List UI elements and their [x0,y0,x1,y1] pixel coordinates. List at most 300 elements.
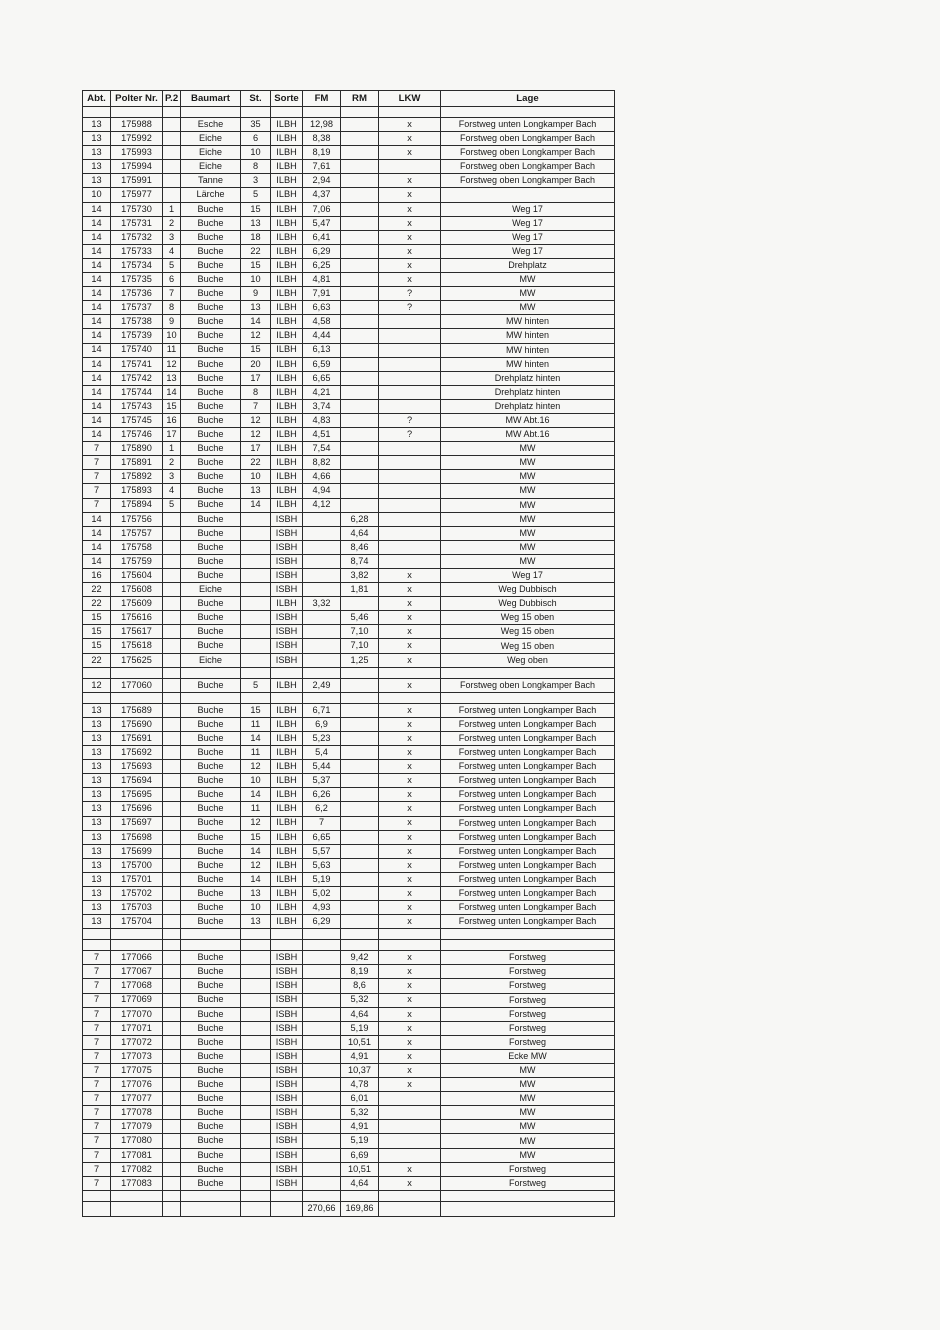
cell-sorte: ILBH [271,872,303,886]
cell-polter: 175618 [111,639,163,653]
cell-lage: Forstweg oben Longkamper Bach [441,146,615,160]
cell-baumart: Buche [181,202,241,216]
cell-lage: Weg 15 oben [441,639,615,653]
cell-polter: 175759 [111,554,163,568]
cell-fm [303,1035,341,1049]
header-lage: Lage [441,91,615,107]
cell-abt: 7 [83,1176,111,1190]
cell-sorte: ISBH [271,951,303,965]
table-row [83,442,615,456]
table-row [83,915,615,929]
cell-p2: 8 [163,301,181,315]
cell-lage: Forstweg unten Longkamper Bach [441,788,615,802]
cell-abt: 13 [83,132,111,146]
cell-lkw [379,1120,441,1134]
cell-abt: 15 [83,625,111,639]
cell-sorte: ILBH [271,132,303,146]
cell-sorte: ILBH [271,597,303,611]
cell-lkw: x [379,188,441,202]
cell-p2 [163,526,181,540]
cell-fm: 2,49 [303,678,341,692]
cell-abt: 13 [83,802,111,816]
cell-sorte: ISBH [271,1120,303,1134]
cell-rm [341,901,379,915]
cell-p2 [163,653,181,667]
cell-p2: 6 [163,273,181,287]
cell-abt: 13 [83,118,111,132]
cell-lage: Forstweg unten Longkamper Bach [441,118,615,132]
cell-abt: 13 [83,788,111,802]
table-row [83,788,615,802]
cell-sorte: ISBH [271,1092,303,1106]
cell-p2 [163,540,181,554]
cell-lkw [379,371,441,385]
cell-rm: 7,10 [341,639,379,653]
cell-st: 17 [241,442,271,456]
cell-st [241,554,271,568]
cell-rm [341,160,379,174]
cell-st: 15 [241,258,271,272]
cell-polter: 177072 [111,1035,163,1049]
cell-p2 [163,1120,181,1134]
cell-sorte: ILBH [271,788,303,802]
cell-st: 22 [241,244,271,258]
table-row [83,951,615,965]
cell-st: 7 [241,399,271,413]
cell-st [241,1064,271,1078]
cell-st: 15 [241,202,271,216]
cell-lage: Forstweg [441,965,615,979]
cell-rm: 7,10 [341,625,379,639]
cell-p2: 3 [163,470,181,484]
cell-st [241,1092,271,1106]
cell-baumart: Buche [181,951,241,965]
header-row [83,91,615,107]
cell-lage: Forstweg unten Longkamper Bach [441,872,615,886]
cell-sorte: ISBH [271,1106,303,1120]
cell-st: 3 [241,174,271,188]
cell-baumart: Buche [181,1007,241,1021]
cell-rm [341,872,379,886]
cell-sorte: ILBH [271,202,303,216]
table-row [83,872,615,886]
cell-abt: 13 [83,703,111,717]
cell-fm: 6,25 [303,258,341,272]
cell-lage: Forstweg [441,1021,615,1035]
cell-fm: 5,37 [303,774,341,788]
cell-sorte: ILBH [271,357,303,371]
table-row [83,760,615,774]
cell-baumart: Buche [181,1092,241,1106]
cell-polter: 175703 [111,901,163,915]
cell-polter: 175604 [111,569,163,583]
table-row [83,343,615,357]
cell-polter: 175890 [111,442,163,456]
cell-lkw: x [379,273,441,287]
cell-sorte: ILBH [271,343,303,357]
table-row [83,1162,615,1176]
cell-sorte: ILBH [271,371,303,385]
cell-rm: 5,32 [341,1106,379,1120]
cell-baumart: Tanne [181,174,241,188]
cell-sorte: ISBH [271,1049,303,1063]
cell-lage: Forstweg unten Longkamper Bach [441,915,615,929]
cell-st: 13 [241,484,271,498]
cell-fm: 4,83 [303,413,341,427]
cell-polter: 175625 [111,653,163,667]
cell-rm [341,230,379,244]
table-row [83,456,615,470]
cell-abt: 7 [83,951,111,965]
cell-lage: MW [441,512,615,526]
cell-sorte: ISBH [271,526,303,540]
cell-polter: 177071 [111,1021,163,1035]
cell-lage: MW [441,1134,615,1148]
cell-lage: Drehplatz hinten [441,385,615,399]
cell-lage: Forstweg [441,1035,615,1049]
cell-st [241,653,271,667]
table-row [83,230,615,244]
cell-lkw [379,160,441,174]
cell-fm: 4,81 [303,273,341,287]
cell-lkw: x [379,993,441,1007]
cell-rm: 3,82 [341,569,379,583]
cell-lage: Forstweg unten Longkamper Bach [441,886,615,900]
cell-fm: 6,63 [303,301,341,315]
cell-p2 [163,951,181,965]
cell-rm [341,484,379,498]
table-row [83,399,615,413]
cell-sorte: ILBH [271,456,303,470]
cell-polter: 177069 [111,993,163,1007]
cell-sorte: ISBH [271,1134,303,1148]
cell-lage: MW [441,287,615,301]
cell-fm: 5,63 [303,858,341,872]
cell-fm [303,1134,341,1148]
cell-baumart: Buche [181,979,241,993]
cell-abt: 14 [83,216,111,230]
cell-sorte: ILBH [271,442,303,456]
cell-rm [341,456,379,470]
cell-abt: 7 [83,1078,111,1092]
cell-lkw: x [379,639,441,653]
cell-sorte: ILBH [271,470,303,484]
cell-fm: 6,13 [303,343,341,357]
cell-abt: 13 [83,858,111,872]
cell-fm: 6,59 [303,357,341,371]
cell-fm [303,1078,341,1092]
cell-lage: Drehplatz [441,258,615,272]
cell-lage: Weg 17 [441,230,615,244]
cell-abt: 14 [83,385,111,399]
cell-rm: 8,19 [341,965,379,979]
cell-st: 10 [241,146,271,160]
cell-abt: 14 [83,554,111,568]
cell-polter: 175697 [111,816,163,830]
cell-polter: 175700 [111,858,163,872]
cell-lage: Forstweg unten Longkamper Bach [441,858,615,872]
cell-p2: 7 [163,287,181,301]
cell-sorte: ILBH [271,160,303,174]
cell-st [241,951,271,965]
cell-p2 [163,118,181,132]
cell-baumart: Buche [181,526,241,540]
cell-baumart: Buche [181,774,241,788]
table-row [83,554,615,568]
cell-sorte: ILBH [271,258,303,272]
cell-p2 [163,886,181,900]
cell-st [241,611,271,625]
cell-lkw: x [379,202,441,216]
cell-fm: 8,82 [303,456,341,470]
cell-st [241,1007,271,1021]
cell-abt: 14 [83,230,111,244]
cell-p2: 9 [163,315,181,329]
cell-sorte: ILBH [271,915,303,929]
cell-lage: Forstweg [441,951,615,965]
cell-fm [303,993,341,1007]
cell-lkw: x [379,951,441,965]
cell-polter: 175704 [111,915,163,929]
cell-p2 [163,1092,181,1106]
cell-baumart: Buche [181,1064,241,1078]
cell-sorte: ISBH [271,583,303,597]
cell-fm [303,979,341,993]
table-row [83,258,615,272]
cell-baumart: Buche [181,1078,241,1092]
cell-p2 [163,816,181,830]
cell-rm [341,301,379,315]
cell-sorte: ISBH [271,639,303,653]
cell-baumart: Buche [181,1049,241,1063]
cell-lkw: x [379,872,441,886]
cell-st: 9 [241,287,271,301]
cell-p2 [163,915,181,929]
cell-p2: 11 [163,343,181,357]
cell-lkw: ? [379,428,441,442]
table-row [83,746,615,760]
cell-polter: 177075 [111,1064,163,1078]
cell-fm [303,1120,341,1134]
cell-lage: Forstweg unten Longkamper Bach [441,774,615,788]
cell-st [241,597,271,611]
cell-lkw: x [379,816,441,830]
cell-baumart: Buche [181,760,241,774]
cell-lkw: x [379,901,441,915]
cell-lkw [379,315,441,329]
cell-lage: MW [441,1148,615,1162]
cell-p2 [163,965,181,979]
cell-polter: 175609 [111,597,163,611]
cell-lage: Weg Dubbisch [441,583,615,597]
cell-sorte: ILBH [271,816,303,830]
cell-fm [303,526,341,540]
cell-lage: MW hinten [441,329,615,343]
cell-lkw: x [379,569,441,583]
cell-p2 [163,597,181,611]
table-row [83,1064,615,1078]
cell-lage: Forstweg unten Longkamper Bach [441,717,615,731]
cell-baumart: Buche [181,512,241,526]
cell-lkw [379,498,441,512]
cell-p2 [163,1007,181,1021]
cell-polter: 175702 [111,886,163,900]
cell-lage: Weg Dubbisch [441,597,615,611]
cell-p2: 13 [163,371,181,385]
cell-lage: MW hinten [441,357,615,371]
cell-polter: 175742 [111,371,163,385]
cell-baumart: Buche [181,287,241,301]
cell-sorte: ILBH [271,678,303,692]
cell-polter: 175735 [111,273,163,287]
cell-rm [341,258,379,272]
cell-abt: 16 [83,569,111,583]
cell-lkw [379,1134,441,1148]
cell-polter: 175893 [111,484,163,498]
table-row [83,1134,615,1148]
cell-lage: MW [441,1064,615,1078]
cell-lkw: x [379,625,441,639]
table-row [83,653,615,667]
cell-abt: 14 [83,371,111,385]
cell-p2 [163,872,181,886]
cell-sorte: ISBH [271,512,303,526]
table-row [83,1049,615,1063]
cell-p2 [163,1049,181,1063]
cell-baumart: Buche [181,886,241,900]
cell-lkw: x [379,703,441,717]
cell-rm: 5,19 [341,1134,379,1148]
cell-rm: 10,51 [341,1162,379,1176]
cell-lkw: x [379,678,441,692]
cell-baumart: Buche [181,731,241,745]
table-row [83,371,615,385]
cell-p2 [163,844,181,858]
cell-sorte: ISBH [271,569,303,583]
cell-p2 [163,554,181,568]
cell-abt: 10 [83,188,111,202]
cell-lkw [379,540,441,554]
cell-polter: 175740 [111,343,163,357]
cell-fm: 6,29 [303,244,341,258]
cell-sorte: ILBH [271,886,303,900]
cell-fm: 4,66 [303,470,341,484]
cell-lage: Forstweg unten Longkamper Bach [441,901,615,915]
cell-abt: 13 [83,830,111,844]
cell-lkw: x [379,258,441,272]
cell-abt: 14 [83,273,111,287]
cell-fm: 8,38 [303,132,341,146]
cell-st [241,965,271,979]
spacer-row [83,940,615,951]
cell-p2: 4 [163,244,181,258]
cell-rm: 1,25 [341,653,379,667]
table-row [83,979,615,993]
cell-lkw: x [379,216,441,230]
cell-abt: 7 [83,470,111,484]
spacer-row [83,1190,615,1201]
cell-rm: 6,01 [341,1092,379,1106]
cell-baumart: Buche [181,230,241,244]
cell-fm [303,1064,341,1078]
cell-abt: 14 [83,244,111,258]
table-row [83,844,615,858]
cell-abt: 13 [83,717,111,731]
cell-st: 13 [241,301,271,315]
cell-sorte: ILBH [271,301,303,315]
cell-lkw: x [379,844,441,858]
cell-lkw: x [379,1007,441,1021]
table-row [83,1120,615,1134]
table-row [83,202,615,216]
header-p2: P.2 [163,91,181,107]
cell-polter: 175891 [111,456,163,470]
table-row [83,216,615,230]
cell-p2 [163,639,181,653]
cell-baumart: Buche [181,301,241,315]
cell-lkw: x [379,1162,441,1176]
cell-lkw: x [379,774,441,788]
cell-lkw: x [379,788,441,802]
cell-p2 [163,979,181,993]
cell-st: 13 [241,915,271,929]
cell-p2 [163,678,181,692]
cell-sorte: ILBH [271,830,303,844]
cell-sorte: ILBH [271,399,303,413]
table-row [83,1035,615,1049]
table-row [83,1078,615,1092]
cell-baumart: Buche [181,802,241,816]
cell-baumart: Buche [181,470,241,484]
table-row [83,569,615,583]
cell-lkw [379,399,441,413]
cell-lage: Forstweg oben Longkamper Bach [441,678,615,692]
table-row [83,1106,615,1120]
header-sorte: Sorte [271,91,303,107]
cell-baumart: Buche [181,639,241,653]
cell-fm: 6,65 [303,371,341,385]
cell-p2 [163,993,181,1007]
table-row [83,526,615,540]
cell-fm: 4,37 [303,188,341,202]
cell-st: 8 [241,160,271,174]
cell-abt: 13 [83,886,111,900]
cell-st: 14 [241,788,271,802]
cell-lage: Forstweg unten Longkamper Bach [441,816,615,830]
table-row [83,1021,615,1035]
cell-st [241,1162,271,1176]
cell-sorte: ISBH [271,1148,303,1162]
cell-st [241,625,271,639]
cell-p2 [163,160,181,174]
cell-p2: 3 [163,230,181,244]
cell-sorte: ISBH [271,1021,303,1035]
cell-p2 [163,146,181,160]
cell-st: 11 [241,746,271,760]
table-row [83,174,615,188]
cell-rm [341,428,379,442]
cell-baumart: Buche [181,1106,241,1120]
table-row [83,287,615,301]
cell-baumart: Buche [181,329,241,343]
cell-lkw: x [379,118,441,132]
cell-rm [341,244,379,258]
table-row [83,993,615,1007]
cell-baumart: Buche [181,746,241,760]
cell-rm [341,273,379,287]
cell-st [241,1176,271,1190]
cell-lage: Weg 15 oben [441,625,615,639]
